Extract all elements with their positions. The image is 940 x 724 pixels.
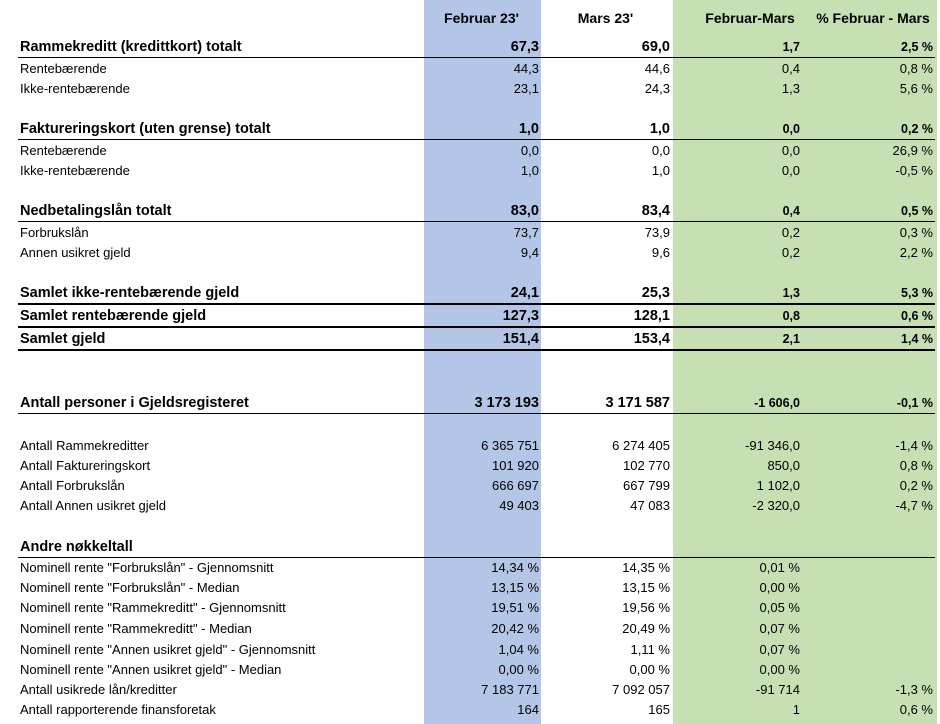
percent-change-value: 0,6 % [899,701,933,717]
february-value: 24,1 [510,285,539,301]
march-value: 19,56 % [622,599,670,615]
header-february: Februar 23' [444,10,519,26]
change-value: 0,4 [781,60,800,76]
march-value: 0,0 [651,142,670,158]
percent-change-value: 0,2 % [899,477,933,493]
table-row [0,495,940,515]
percent-change-value: 0,2 % [901,122,933,136]
table-row [0,140,940,160]
february-value: 1,0 [520,162,539,178]
percent-change-value [800,659,933,679]
percent-change-value [800,597,933,617]
row-label: Nominell rente "Rammekreditt" - Median [20,620,252,636]
february-value: 67,3 [510,39,539,55]
change-value: 0,2 [781,224,800,240]
percent-change-value [800,577,933,597]
change-value: 1,3 [781,80,800,96]
change-value: 0,07 % [759,641,800,657]
change-value: -1 606,0 [754,396,800,410]
change-value: 0,2 [781,244,800,260]
table-row [0,283,940,303]
change-value: 0,07 % [759,620,800,636]
table-row [0,557,940,577]
change-value: 2,1 [782,332,800,346]
change-value: 0,4 [782,204,800,218]
february-value: 1,04 % [498,641,539,657]
table-row [0,699,940,719]
row-label: Antall personer i Gjeldsregisteret [20,395,249,411]
table-row [0,242,940,262]
table-row [0,455,940,475]
february-value: 44,3 [513,60,539,76]
february-value: 83,0 [510,203,539,219]
row-label: Rentebærende [20,60,107,76]
february-value: 14,34 % [491,559,539,575]
table-row [0,475,940,495]
february-value: 49 403 [499,497,539,513]
february-value: 0,0 [520,142,539,158]
march-value: 83,4 [641,203,670,219]
change-value [673,537,800,557]
change-value: -91 346,0 [745,437,800,453]
row-label: Samlet gjeld [20,331,106,347]
change-value: 0,0 [781,142,800,158]
march-value: 3 171 587 [605,395,670,411]
percent-change-value: -1,3 % [895,681,933,697]
change-value: -91 714 [755,681,800,697]
march-value: 13,15 % [622,579,670,595]
table-row [0,160,940,180]
march-value: 20,49 % [622,620,670,636]
percent-change-value: -0,5 % [895,162,933,178]
header-row [0,7,940,29]
february-value: 6 365 751 [481,437,539,453]
change-value: 1,7 [782,40,800,54]
february-value: 19,51 % [491,599,539,615]
percent-change-value: -4,7 % [895,497,933,513]
percent-change-value: -0,1 % [896,396,933,410]
table-row [0,618,940,638]
march-value: 1,11 % [630,641,670,657]
table-row [0,537,940,557]
march-value: 1,0 [649,121,670,137]
table-row [0,329,940,349]
row-label: Nominell rente "Forbrukslån" - Gjennomsnitt [20,559,274,575]
row-label: Antall Forbrukslån [20,477,125,493]
february-value: 1,0 [518,121,539,137]
row-label: Antall Rammekreditter [20,437,149,453]
february-value: 3 173 193 [474,395,539,411]
row-label: Andre nøkkeltall [20,539,133,555]
row-label: Antall Faktureringskort [20,457,151,473]
february-value: 73,7 [513,224,539,240]
february-value: 151,4 [502,331,539,347]
february-value: 101 920 [492,457,539,473]
change-value: 1,3 [782,286,800,300]
march-value: 6 274 405 [612,437,670,453]
change-value: 0,8 [782,309,800,323]
change-value: 0,00 % [759,579,800,595]
row-label: Nominell rente "Forbrukslån" - Median [20,579,240,595]
march-value: 102 770 [623,457,670,473]
march-value: 44,6 [644,60,670,76]
header-march: Mars 23' [577,10,634,26]
march-value: 69,0 [641,39,670,55]
march-value: 1,0 [651,162,670,178]
row-label: Samlet ikke-rentebærende gjeld [20,285,240,301]
change-value: 0,05 % [759,599,800,615]
february-value: 7 183 771 [481,681,539,697]
table-row [0,435,940,455]
change-value: -2 320,0 [752,497,800,513]
february-value: 666 697 [492,477,539,493]
row-divider [18,326,935,328]
table-row [0,306,940,326]
row-label: Nominell rente "Annen usikret gjeld" - Gjennomsnitt [20,641,316,657]
percent-change-value: -1,4 % [895,437,933,453]
march-value: 24,3 [644,80,670,96]
row-label: Rammekreditt (kredittkort) totalt [20,39,242,55]
row-divider [18,413,935,414]
table-row [0,222,940,242]
march-value: 14,35 % [622,559,670,575]
percent-change-value: 0,3 % [899,224,933,240]
row-divider [18,303,935,305]
february-value: 164 [517,701,539,717]
february-value [424,537,539,557]
change-value: 0,0 [782,122,800,136]
change-value: 0,00 % [759,661,800,677]
change-value: 1 [792,701,800,717]
march-value: 667 799 [623,477,670,493]
row-label: Nedbetalingslån totalt [20,203,172,219]
percent-change-value: 5,6 % [899,80,933,96]
header-percent-change: % Februar - Mars [816,10,930,26]
table-row [0,393,940,413]
row-label: Samlet rentebærende gjeld [20,308,207,324]
row-label: Ikke-rentebærende [20,162,130,178]
percent-change-value [800,618,933,638]
percent-change-value: 5,3 % [901,286,933,300]
february-value: 9,4 [520,244,539,260]
row-label: Nominell rente "Annen usikret gjeld" - Median [20,661,282,677]
march-value: 73,9 [644,224,670,240]
percent-change-value: 2,5 % [901,40,933,54]
change-value: 0,01 % [759,559,800,575]
percent-change-value: 0,5 % [901,204,933,218]
march-value: 7 092 057 [612,681,670,697]
table-row [0,659,940,679]
row-label: Antall usikrede lån/kreditter [20,681,177,697]
percent-change-value: 0,8 % [899,457,933,473]
table-row [0,577,940,597]
row-label: Antall rapporterende finansforetak [20,701,216,717]
row-label: Nominell rente "Rammekreditt" - Gjennomsnitt [20,599,286,615]
percent-change-value: 0,8 % [899,60,933,76]
row-divider [18,349,935,351]
change-value: 0,0 [781,162,800,178]
percent-change-value: 2,2 % [899,244,933,260]
march-value: 0,00 % [629,661,670,677]
february-value: 0,00 % [498,661,539,677]
row-label: Antall Annen usikret gjeld [20,497,166,513]
change-value: 1 102,0 [756,477,800,493]
change-value: 850,0 [767,457,800,473]
table-row [0,597,940,617]
table-row [0,639,940,659]
table-row [0,37,940,57]
march-value: 165 [648,701,670,717]
row-label: Rentebærende [20,142,107,158]
row-label: Faktureringskort (uten grense) totalt [20,121,271,137]
table-row [0,201,940,221]
february-value: 127,3 [502,308,539,324]
row-label: Forbrukslån [20,224,89,240]
march-value [541,537,670,557]
february-value: 23,1 [513,80,539,96]
table-row [0,78,940,98]
march-value: 153,4 [633,331,670,347]
february-value: 20,42 % [491,620,539,636]
march-value: 25,3 [641,285,670,301]
percent-change-value [800,537,933,557]
table-row [0,58,940,78]
percent-change-value [800,639,933,659]
percent-change-value [800,557,933,577]
march-value: 47 083 [630,497,670,513]
percent-change-value: 26,9 % [892,142,933,158]
table-row [0,679,940,699]
february-value: 13,15 % [491,579,539,595]
row-label: Annen usikret gjeld [20,244,131,260]
header-change: Februar-Mars [705,10,795,26]
march-value: 128,1 [633,308,670,324]
table-row [0,119,940,139]
row-label: Ikke-rentebærende [20,80,130,96]
percent-change-value: 1,4 % [901,332,933,346]
percent-change-value: 0,6 % [901,309,933,323]
march-value: 9,6 [651,244,670,260]
